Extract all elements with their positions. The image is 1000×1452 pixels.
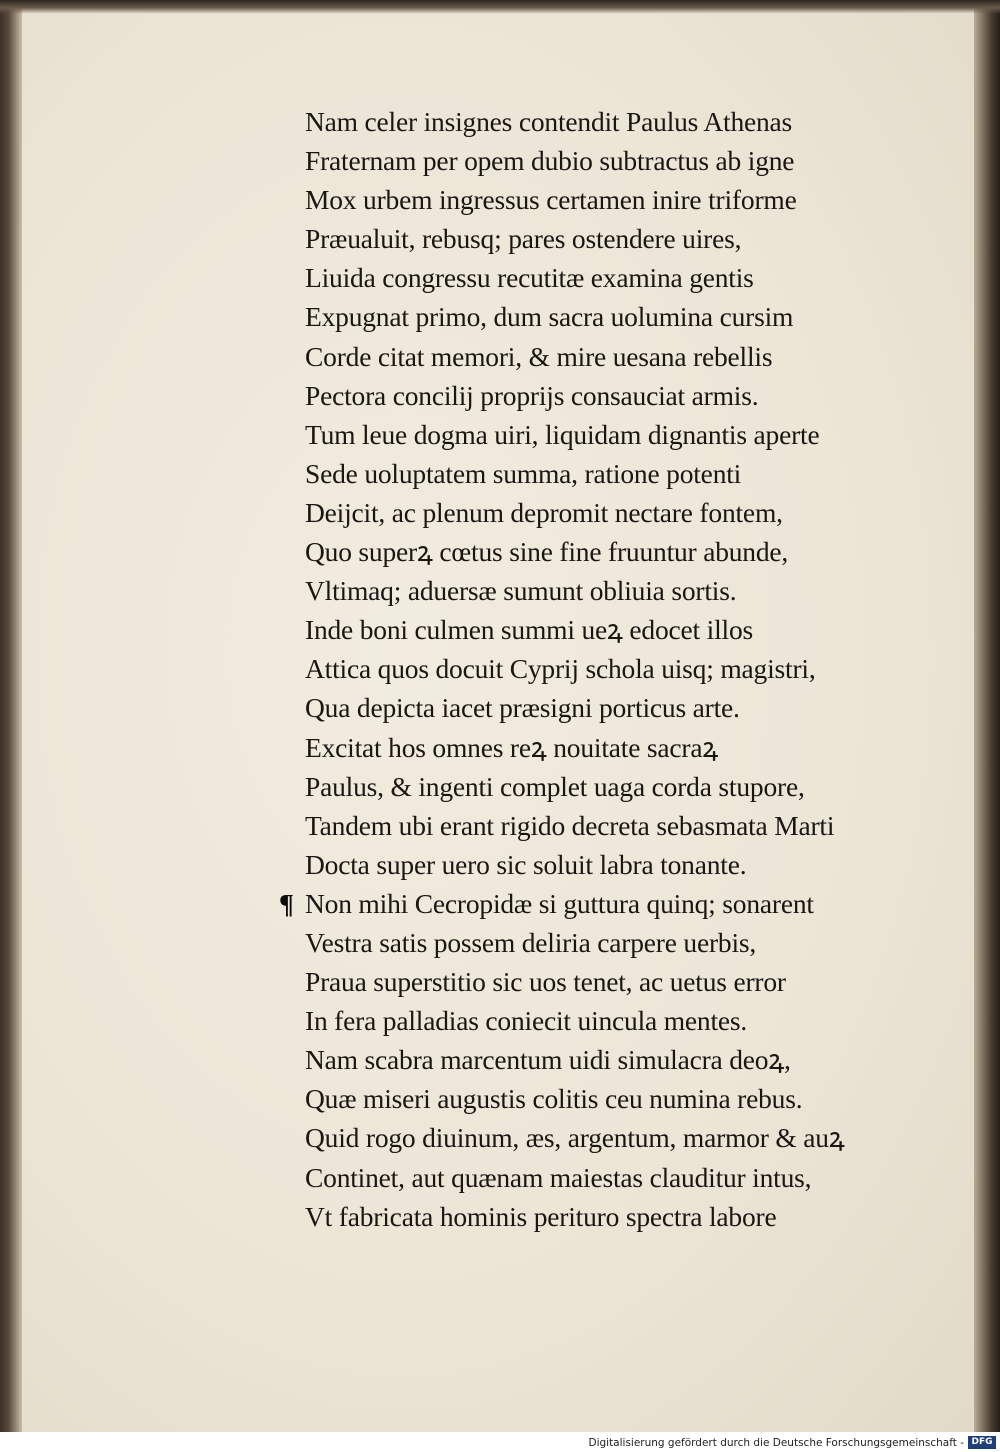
verse-line: Mox urbem ingressus certamen inire triforme (305, 184, 797, 216)
right-page-edge (974, 0, 1000, 1432)
verse-line: In fera palladias coniecit uincula mentes. (305, 1005, 748, 1037)
verse-line: Corde citat memori, & mire uesana rebellis (305, 340, 773, 372)
verse-line: Inde boni culmen summi ueꝝ edocet illos (305, 614, 754, 646)
verse-line: Expugnat primo, dum sacra uolumina cursim (305, 301, 794, 333)
verse-line: Qua depicta iacet præsigni porticus arte. (305, 692, 740, 724)
verse-line: Sede uoluptatem summa, ratione potenti (305, 457, 742, 489)
verse-line: Continet, aut quænam maiestas clauditur intus, (305, 1161, 812, 1193)
verse-line: Quæ miseri augustis colitis ceu numina rebus. (305, 1083, 803, 1115)
verse-line: Nam scabra marcentum uidi simulacra deoꝝ, (305, 1044, 791, 1076)
verse-line: Docta super uero sic soluit labra tonante. (305, 848, 747, 880)
verse-line: Nam celer insignes contendit Paulus Athenas (305, 106, 793, 137)
verse-line: Vestra satis possem deliria carpere uerbis, (305, 926, 757, 958)
verse-line: Fraternam per opem dubio subtractus ab igne (305, 145, 795, 177)
verse-line: Quo superꝝ cœtus sine fine fruuntur abunde, (305, 536, 789, 568)
verse-line: Deijcit, ac plenum depromit nectare fontem, (305, 496, 783, 528)
dfg-logo-icon: DFG (968, 1436, 996, 1449)
verse-line: Vltimaq; aduersæ sumunt obliuia sortis. (305, 575, 737, 607)
verse-line: Tum leue dogma uiri, liquidam dignantis aperte (305, 418, 820, 450)
verse-line: ¶ Non mihi Cecropidæ si guttura quinq; sonarent (305, 884, 945, 923)
verse-line: Tandem ubi erant rigido decreta sebasmata Marti (305, 809, 835, 841)
paragraph-mark-icon: ¶ (279, 887, 294, 919)
verse-text-block (279, 102, 945, 1236)
verse-line: Paulus, & ingenti complet uaga corda stupore, (305, 770, 805, 802)
verse-line: Praua superstitio sic uos tenet, ac uetus error (305, 966, 786, 998)
verse-line: Liuida congressu recutitæ examina gentis (305, 262, 754, 294)
verse-line: Vt fabricata hominis perituro spectra labore (305, 1200, 777, 1232)
verse-line: Pectora concilij proprijs consauciat armis. (305, 379, 759, 411)
verse-line: Quid rogo diuinum, æs, argentum, marmor & auꝝ (305, 1122, 845, 1154)
verse-line: Præualuit, rebusq; pares ostendere uires, (305, 223, 742, 255)
funding-notice: Digitalisierung gefördert durch die Deutsche Forschungsgemeinschaft - (588, 1437, 964, 1449)
verse-line: Attica quos docuit Cyprij schola uisq; magistri, (305, 653, 816, 685)
verse-line: Excitat hos omnes reꝝ nouitate sacraꝝ (305, 731, 719, 763)
footer-bar (0, 1432, 1000, 1452)
top-page-edge (0, 0, 1000, 14)
left-page-edge (0, 0, 22, 1432)
